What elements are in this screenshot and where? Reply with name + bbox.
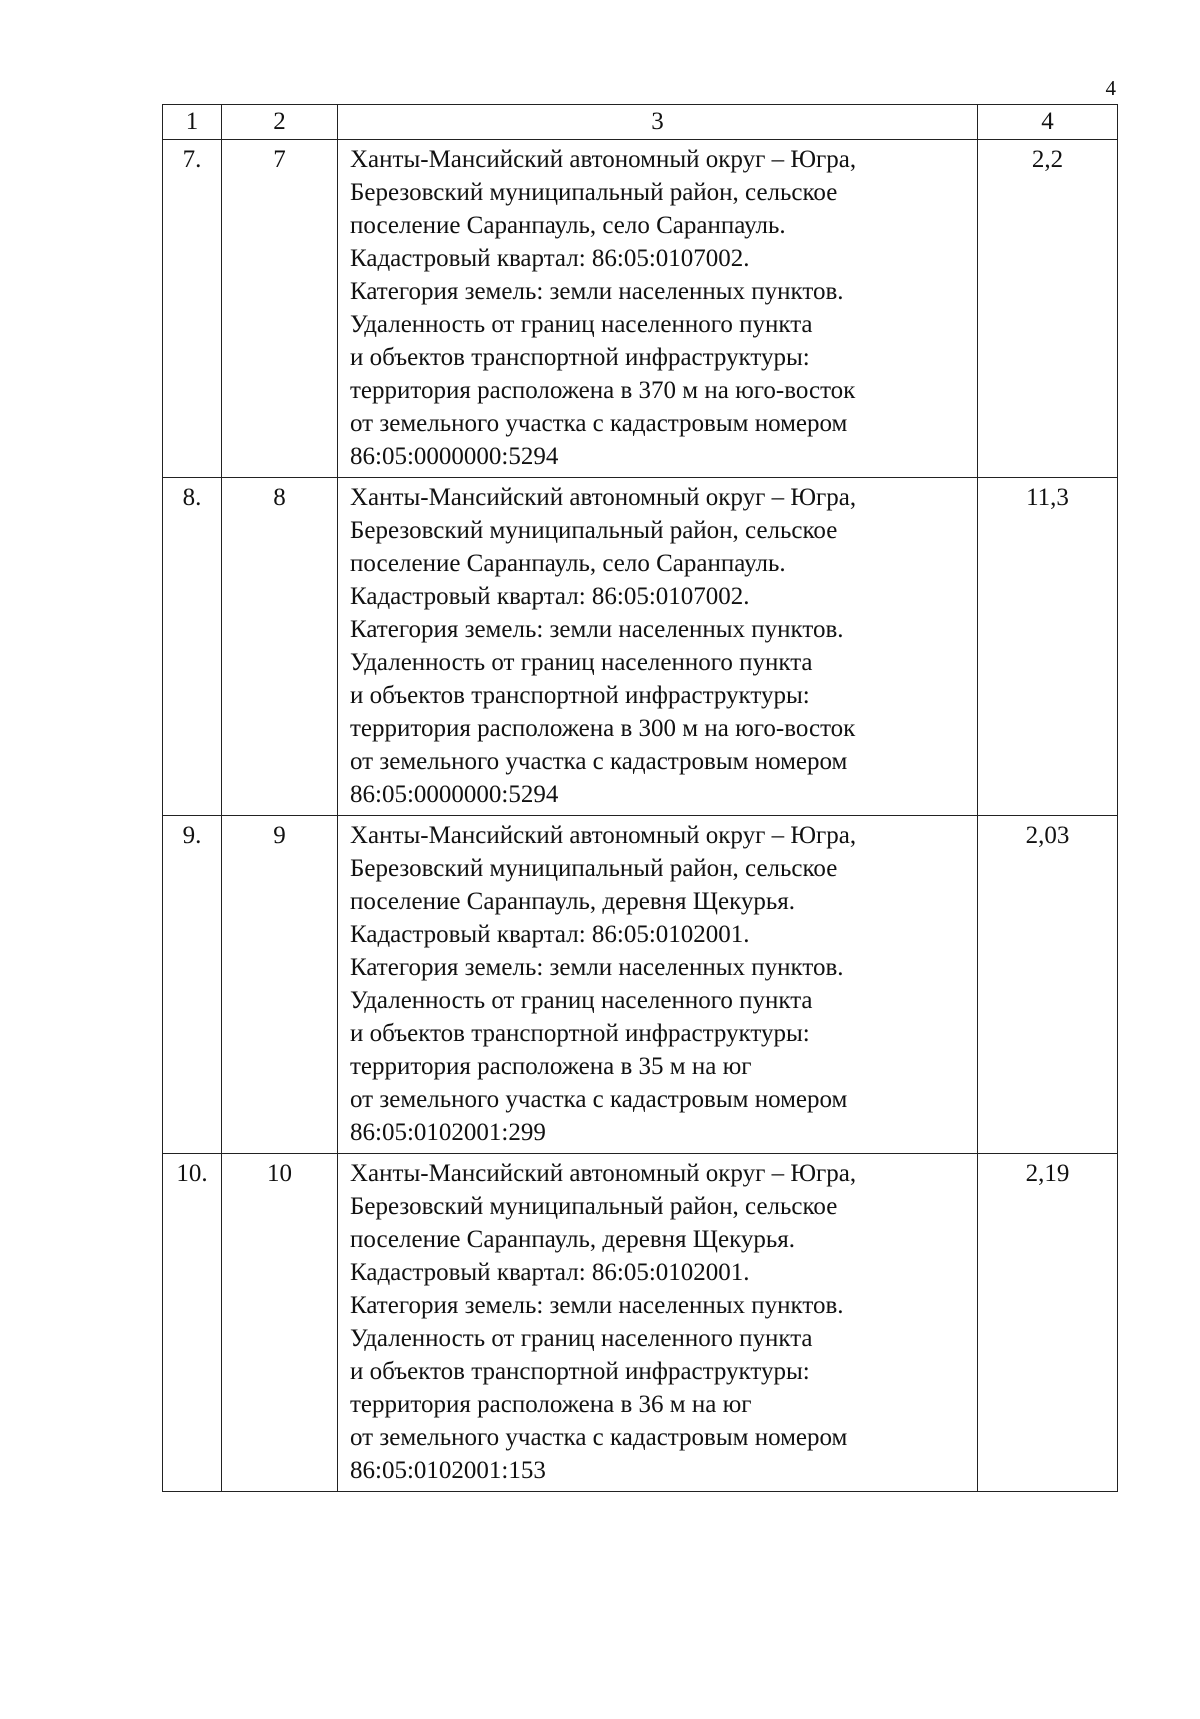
row-number: 7. <box>163 140 222 478</box>
description-line: Березовский муниципальный район, сельское <box>350 517 838 544</box>
row-index: 9 <box>222 816 338 1154</box>
page-number: 4 <box>1105 76 1116 100</box>
row-area: 2,03 <box>978 816 1118 1154</box>
description-line: Удаленность от границ населенного пункта <box>350 1325 813 1352</box>
header-cell: 1 <box>163 105 222 140</box>
description-line: территория расположена в 35 м на юг <box>350 1053 752 1080</box>
table-row <box>163 816 1118 1154</box>
description-line: и объектов транспортной инфраструктуры: <box>350 344 810 371</box>
row-index: 8 <box>222 478 338 816</box>
row-area: 11,3 <box>978 478 1118 816</box>
description-line: Кадастровый квартал: 86:05:0107002. <box>350 245 750 272</box>
row-index: 7 <box>222 140 338 478</box>
description-line: Категория земель: земли населенных пунктов. <box>350 954 844 981</box>
description-line: от земельного участка с кадастровым номером <box>350 410 848 437</box>
row-number: 9. <box>163 816 222 1154</box>
description-line: Кадастровый квартал: 86:05:0102001. <box>350 921 750 948</box>
description-line: Категория земель: земли населенных пунктов. <box>350 616 844 643</box>
description-line: Удаленность от границ населенного пункта <box>350 987 813 1014</box>
description-line: 86:05:0102001:153 <box>350 1457 546 1484</box>
description-line: Ханты-Мансийский автономный округ – Югра, <box>350 822 857 849</box>
header-cell: 3 <box>338 105 978 140</box>
row-index: 10 <box>222 1154 338 1492</box>
description-line: 86:05:0102001:299 <box>350 1119 546 1146</box>
description-line: Березовский муниципальный район, сельское <box>350 1193 838 1220</box>
table-row <box>163 478 1118 816</box>
row-description <box>338 1154 978 1492</box>
description-line: поселение Саранпауль, деревня Щекурья. <box>350 888 796 915</box>
description-line: поселение Саранпауль, село Саранпауль. <box>350 550 786 577</box>
description-line: Удаленность от границ населенного пункта <box>350 649 813 676</box>
description-line: территория расположена в 370 м на юго-восток <box>350 377 856 404</box>
header-cell: 2 <box>222 105 338 140</box>
header-cell: 4 <box>978 105 1118 140</box>
row-area: 2,2 <box>978 140 1118 478</box>
description-line: Удаленность от границ населенного пункта <box>350 311 813 338</box>
row-number: 8. <box>163 478 222 816</box>
description-line: территория расположена в 300 м на юго-восток <box>350 715 856 742</box>
description-line: Ханты-Мансийский автономный округ – Югра, <box>350 484 857 511</box>
land-plots-table <box>162 104 1118 1492</box>
description-line: от земельного участка с кадастровым номером <box>350 1086 848 1113</box>
description-line: и объектов транспортной инфраструктуры: <box>350 682 810 709</box>
row-area: 2,19 <box>978 1154 1118 1492</box>
description-line: от земельного участка с кадастровым номером <box>350 1424 848 1451</box>
description-line: поселение Саранпауль, деревня Щекурья. <box>350 1226 796 1253</box>
row-description <box>338 816 978 1154</box>
description-line: Кадастровый квартал: 86:05:0107002. <box>350 583 750 610</box>
description-line: Кадастровый квартал: 86:05:0102001. <box>350 1259 750 1286</box>
table-row <box>163 1154 1118 1492</box>
description-line: Ханты-Мансийский автономный округ – Югра, <box>350 1160 857 1187</box>
description-line: от земельного участка с кадастровым номером <box>350 748 848 775</box>
description-line: 86:05:0000000:5294 <box>350 443 559 470</box>
description-line: Категория земель: земли населенных пунктов. <box>350 1292 844 1319</box>
description-line: Ханты-Мансийский автономный округ – Югра, <box>350 146 857 173</box>
table-row <box>163 140 1118 478</box>
row-description <box>338 140 978 478</box>
row-number: 10. <box>163 1154 222 1492</box>
description-line: и объектов транспортной инфраструктуры: <box>350 1020 810 1047</box>
table-header-row <box>163 105 1118 140</box>
description-line: территория расположена в 36 м на юг <box>350 1391 752 1418</box>
description-line: 86:05:0000000:5294 <box>350 781 559 808</box>
description-line: и объектов транспортной инфраструктуры: <box>350 1358 810 1385</box>
description-line: Березовский муниципальный район, сельское <box>350 179 838 206</box>
description-line: Категория земель: земли населенных пунктов. <box>350 278 844 305</box>
row-description <box>338 478 978 816</box>
description-line: Березовский муниципальный район, сельское <box>350 855 838 882</box>
description-line: поселение Саранпауль, село Саранпауль. <box>350 212 786 239</box>
